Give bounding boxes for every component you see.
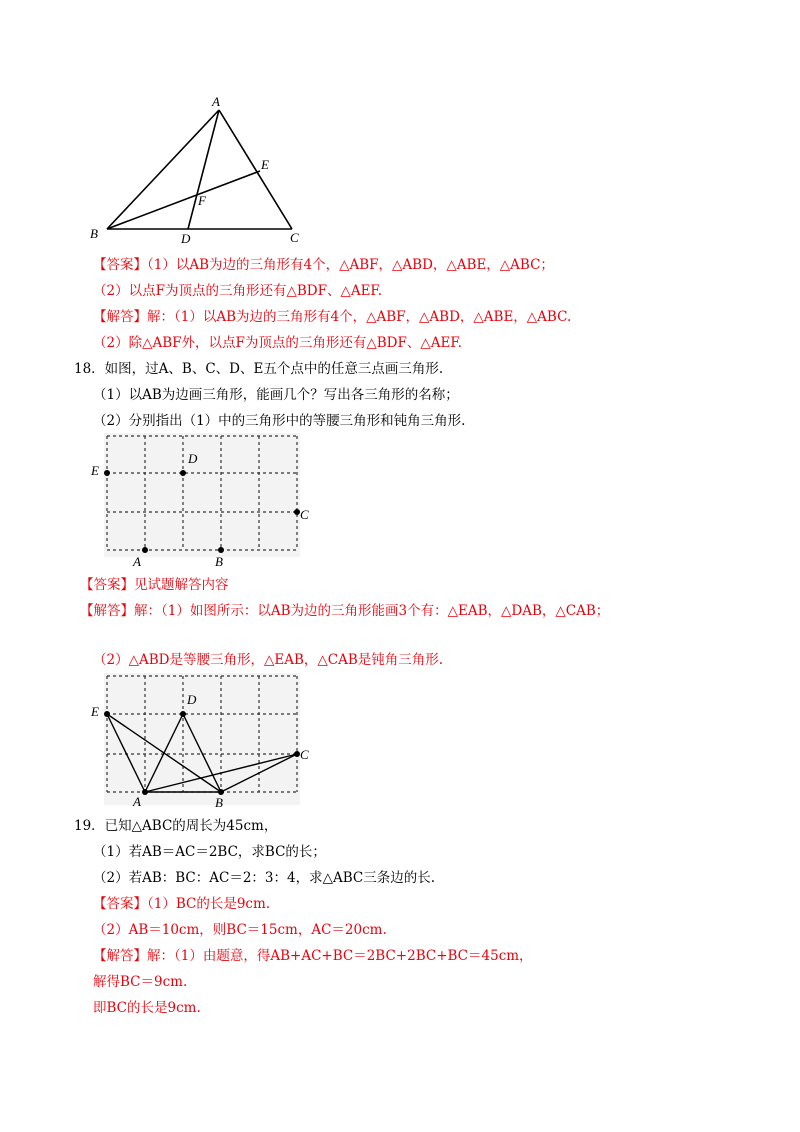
point-e xyxy=(104,711,110,717)
label-b: B xyxy=(90,226,98,241)
q19-stem: 19．已知△ABC的周长为45cm， xyxy=(74,818,278,834)
q19-sub2: （2）若AB：BC：AC＝2：3：4，求△ABC三条边的长. xyxy=(93,870,436,886)
q19-answer-2: （2）AB＝10cm，则BC＝15cm，AC＝20cm. xyxy=(93,922,387,938)
q18-solution-2: （2）△ABD是等腰三角形，△EAB，△CAB是钝角三角形. xyxy=(93,652,444,668)
grid-background xyxy=(104,433,300,557)
q17-solution-1: 【解答】解：（1）以AB为边的三角形有4个，△ABF，△ABD，△ABE，△ABC. xyxy=(93,309,572,325)
q18-sub2: （2）分别指出（1）中的三角形中的等腰三角形和钝角三角形. xyxy=(93,413,466,429)
q19-answer-1: 【答案】（1）BC的长是9cm. xyxy=(93,896,271,912)
q19-sub1: （1）若AB＝AC＝2BC，求BC的长； xyxy=(93,844,326,860)
label-c: C xyxy=(290,230,299,245)
q17-answer-2: （2）以点F为顶点的三角形还有△BDF、△AEF. xyxy=(93,283,382,299)
grid-figure-1 xyxy=(0,430,800,580)
label-e: E xyxy=(261,157,269,172)
grid-background xyxy=(104,673,300,805)
q18-sub1: （1）以AB为边画三角形，能画几个？写出各三角形的名称； xyxy=(93,387,459,403)
grid2-label-c: C xyxy=(300,747,309,762)
grid2-label-d: D xyxy=(187,692,197,707)
point-e xyxy=(104,470,110,476)
label-f: F xyxy=(198,193,206,208)
label-d: D xyxy=(181,231,191,246)
grid2-label-e: E xyxy=(91,704,99,719)
segment-ad xyxy=(188,110,219,229)
grid1-label-b: B xyxy=(215,554,223,569)
point-a xyxy=(142,789,148,795)
grid2-label-b: B xyxy=(215,795,223,810)
grid1-label-a: A xyxy=(133,554,141,569)
point-d xyxy=(180,470,186,476)
segment-ab xyxy=(107,110,219,229)
q19-solution-2: 解得BC＝9cm. xyxy=(93,974,188,990)
grid-figure-2 xyxy=(0,670,800,820)
q18-stem: 18．如图，过A、B、C、D、E五个点中的任意三点画三角形. xyxy=(74,361,444,377)
q19-solution-3: 即BC的长是9cm. xyxy=(93,1000,201,1016)
label-a: A xyxy=(212,94,220,109)
segment-be xyxy=(107,171,260,229)
q18-solution-1: 【解答】解：（1）如图所示：以AB为边的三角形能画3个有：△EAB，△DAB，△CAB； xyxy=(80,603,610,619)
grid2-label-a: A xyxy=(133,794,141,809)
q17-answer-1: 【答案】（1）以AB为边的三角形有4个，△ABF，△ABD，△ABE，△ABC； xyxy=(93,257,554,273)
grid1-label-d: D xyxy=(188,451,198,466)
point-d xyxy=(180,711,186,717)
grid1-label-e: E xyxy=(91,463,99,478)
q17-solution-2: （2）除△ABF外，以点F为顶点的三角形还有△BDF、△AEF. xyxy=(93,335,462,351)
segment-ac xyxy=(219,110,292,229)
q19-solution-1: 【解答】解：（1）由题意，得AB+AC+BC＝2BC+2BC+BC＝45cm， xyxy=(93,948,533,964)
q18-answer: 【答案】见试题解答内容 xyxy=(80,577,229,593)
grid1-label-c: C xyxy=(300,507,309,522)
point-a xyxy=(142,547,148,553)
triangle-figure xyxy=(0,0,800,250)
point-b xyxy=(218,547,224,553)
